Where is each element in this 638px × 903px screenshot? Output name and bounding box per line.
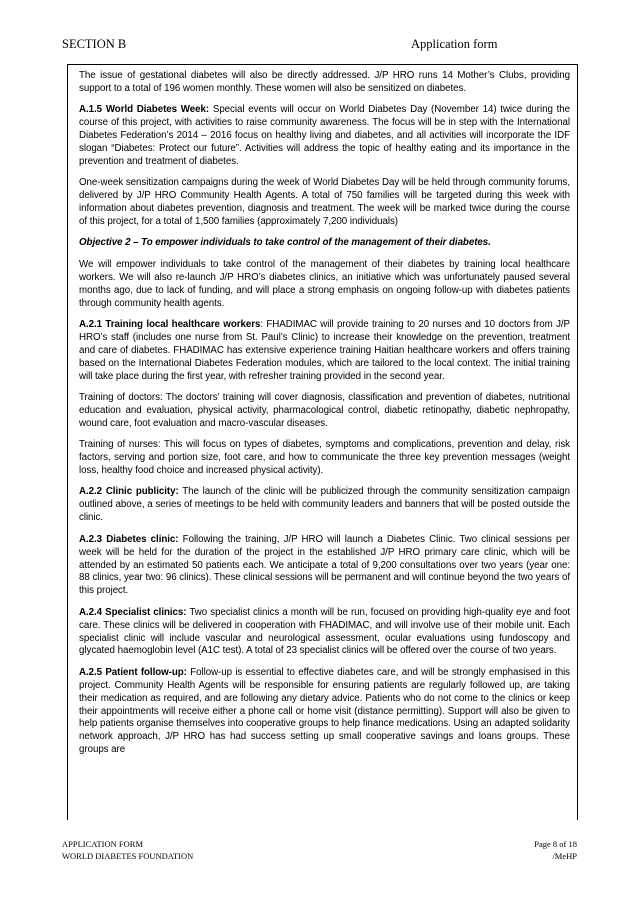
a15-text: Special events will occur on World Diabetes Day (November 14) twice during the course of this project, with activities to raise community awareness. The focus will be in step with the International Diabetes Federation’s 2014 – 2016 focus on healthy living and diabetes, and all activities will incorporate the IDF slogan “Diabetes: Protect our future”. Activities will address the topic of healthy eating and its importance in the prevention and treatment of diabetes. bbox=[79, 104, 570, 167]
a22-text: The launch of the clinic will be publicized through the community sensitization campaign outlined above, a series of meetings to be held with community leaders and banners that will be posted outside the clinic. bbox=[79, 486, 570, 524]
form-label: Application form bbox=[411, 37, 498, 51]
a23-heading: A.2.3 Diabetes clinic: bbox=[79, 533, 179, 545]
objective-2-heading: Objective 2 – To empower individuals to take control of the management of their diabetes. bbox=[79, 237, 491, 249]
a21-heading: A.2.1 Training local healthcare workers bbox=[79, 319, 261, 330]
paragraph-a15 bbox=[79, 104, 570, 169]
footer-foundation: WORLD DIABETES FOUNDATION bbox=[62, 851, 194, 861]
section-label: SECTION B bbox=[62, 37, 127, 51]
paragraph-training-nurses: Training of nurses: This will focus on types of diabetes, symptoms and complications, prevention and delay, risk factors, serving and portion size, foot care, and how to communicate the three key prevention messages (weight loss, healthy food choice and increased physical activity). bbox=[79, 439, 570, 477]
a24-text: Two specialist clinics a month will be run, focused on providing high-quality eye and foot care. These clinics will be delivered in cooperation with FHADIMAC, and will involve use of their mobile unit. Each specialist clinic will include vascular and neurological assessment, ocular evaluations using fundoscopy and glycated haemoglobin level (A1C test). A total of 23 specialist clinics will be offered over the course of two years. bbox=[79, 606, 570, 657]
footer-application-form: APPLICATION FORM bbox=[62, 839, 143, 849]
paragraph-empower: We will empower individuals to take control of the management of their diabetes by training local healthcare workers. We will also re-launch J/P HRO’s diabetes clinics, an initiative which was unfortunately paused several months ago, due to lack of funding, and will place a strong emphasis on ongoing follow-up with diabetes patients through community health agents. bbox=[79, 258, 570, 309]
a15-heading: A.1.5 World Diabetes Week: bbox=[79, 104, 210, 116]
paragraph-a24 bbox=[79, 607, 570, 659]
paragraph-training-doctors: Training of doctors: The doctors’ training will cover diagnosis, classification and prevention of diabetes, nutritional education and evaluation, physical activity, pharmacological control, diabetic retinopathy, diabetic nephropathy, wound care, foot evaluation and macro-vascular diseases. bbox=[79, 392, 570, 429]
a21-text: : FHADIMAC will provide training to 20 nurses and 10 doctors from J/P HRO’s staff (includes one nurse from St. Paul’s Clinic) to increase their knowledge on the prevention, treatment and care of diabetes. FHADIMAC has extensive experience training Haitian healthcare workers and offers training based on the International Diabetes Federation modules, which are tailored to the local context. The initial training will take place during the first year, with refresher training provided in the second year. bbox=[79, 319, 571, 382]
footer-page-number: Page 8 of 18 bbox=[534, 839, 577, 849]
content-box bbox=[67, 64, 578, 820]
paragraph-gestational: The issue of gestational diabetes will also be directly addressed. J/P HRO runs 14 Mother’s Clubs, providing support to a total of 196 women monthly. These women will also be sensitized on diabetes. bbox=[79, 70, 570, 94]
paragraph-a22 bbox=[79, 486, 570, 525]
footer-code: /MeHP bbox=[552, 851, 577, 861]
paragraph-a23 bbox=[79, 534, 570, 599]
a23-text: Following the training, J/P HRO will launch a Diabetes Clinic. Two clinical sessions per week will be held for the duration of the project in the established J/P HRO primary care clinic, which will be attended by an estimated 50 patients each. We anticipate a total of 9,200 consultations over two years (year one: 88 clinics, year two: 96 clinics). These clinical sessions will be permanent and will continue beyond the two years of this project. bbox=[79, 533, 570, 597]
paragraph-a25 bbox=[79, 667, 570, 757]
paragraph-a21 bbox=[79, 319, 570, 384]
a24-heading: A.2.4 Specialist clinics: bbox=[79, 606, 187, 618]
a25-text: Follow-up is essential to effective diabetes care, and will be strongly emphasised in this project. Community Health Agents will be responsible for ensuring patients are regularly followed up, are taking their medication as required, and are following any dietary advice. Patients who do not come to the clinics or keep their appointments will receive either a phone call or home visit (distance permitting). Support will also be given to help patients organise themselves into cooperative groups to help finance medications. Using an adapted solidarity network approach, J/P HRO has had success setting up small cooperative savings and loans groups. These groups are bbox=[79, 666, 571, 756]
a22-heading: A.2.2 Clinic publicity: bbox=[79, 486, 179, 498]
a25-heading: A.2.5 Patient follow-up: bbox=[79, 666, 187, 678]
paragraph-sensitization-week: One-week sensitization campaigns during the week of World Diabetes Day will be held through community forums, delivered by J/P HRO Community Health Agents. A total of 750 families will be targeted during this week with information about diabetes prevention, diagnosis and treatment. The week will be marked twice during the course of this project, for a total of 1,500 families (approximately 7,200 individuals) bbox=[79, 177, 570, 228]
